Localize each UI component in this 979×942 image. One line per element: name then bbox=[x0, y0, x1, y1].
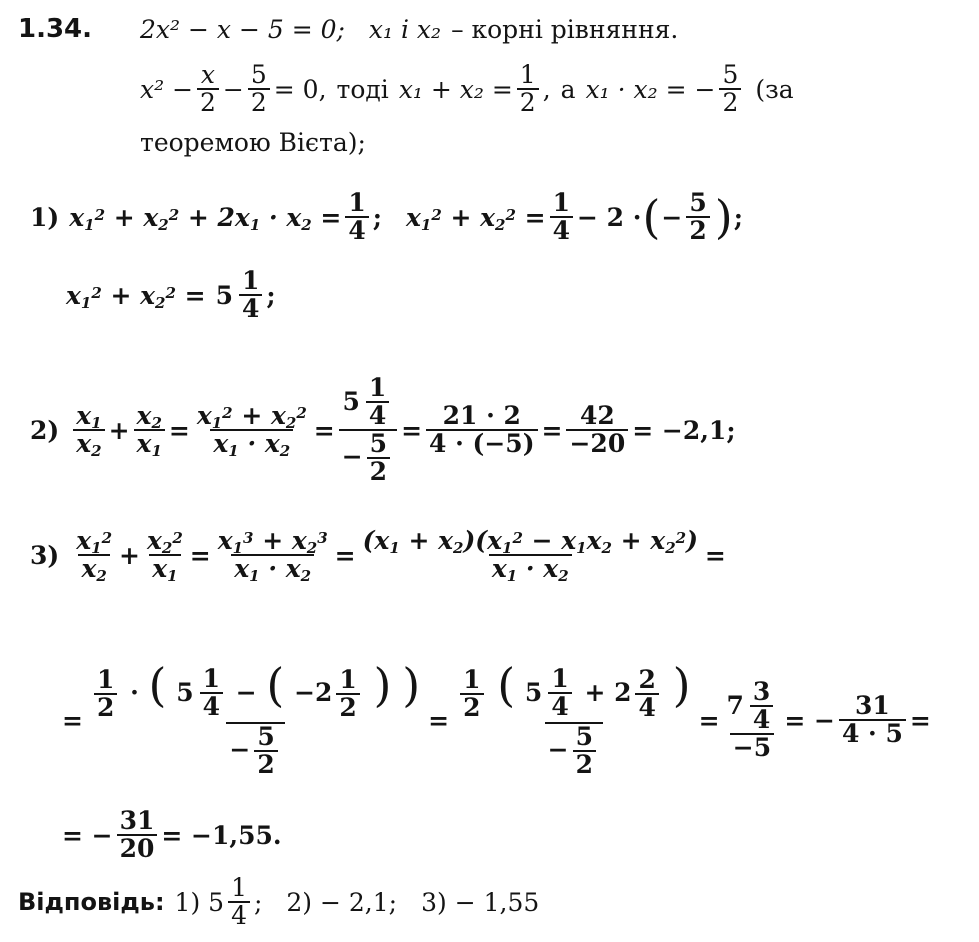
answer-1-den: 4 bbox=[228, 901, 250, 929]
vieta-theorem-line bbox=[140, 128, 366, 157]
reduced-prefix: x² − bbox=[140, 74, 194, 104]
answer-3: 3) − 1,55 bbox=[421, 887, 540, 917]
answer-1-sep: ; bbox=[253, 887, 263, 917]
sum-lhs: x₁ + x₂ = bbox=[398, 74, 513, 104]
part-3-line-2: = $\frac{1}{2}$ · ( 5 $\frac{1}{4}$ − ( −2 $\frac{1}{2}$ ) ) − $\frac{5}{2}$ = $\frac{1}{2}$ ( 5 $\frac{1}{4}$ + 2 $\frac{2}{4}$ ) − $\frac{5}{2}$ = 7 $\frac{3}{4}$ −5 = − $\frac{31}{4 \cdot 5}$ = bbox=[62, 657, 931, 779]
and-word: а bbox=[560, 74, 576, 104]
vieta-close: теоремою Вієта); bbox=[140, 128, 366, 157]
reduced-eq-end: = 0, bbox=[273, 74, 327, 104]
part-2-label: 2) bbox=[30, 415, 60, 445]
part-3-line-1: 3) $\frac{x_1^2}{x_2}$ + $\frac{x_2^2}{x_1}$ = $\frac{x_1^3 + x_2^3}{x_1 \cdot x_2}$ = $\frac{(x_1 + x_2)(x_1^2 - x_1x_2 + x_2^2)}{x_1 \cdot x_2}$ = bbox=[30, 526, 726, 586]
roots-description: – корні рівняння. bbox=[451, 14, 679, 44]
answer-2: 2) − 2,1; bbox=[286, 887, 398, 917]
answer-line bbox=[18, 875, 539, 930]
roots-symbols: x₁ і x₂ bbox=[368, 14, 442, 44]
answer-1-num: 1 bbox=[231, 873, 247, 902]
part-1-label: 1) bbox=[30, 202, 60, 232]
answer-label: Відповідь: bbox=[18, 888, 165, 917]
then-word: тоді bbox=[336, 74, 389, 104]
part-1-line-2: $x_1^2 + x_2^2$ = 5 $\frac{1}{4}$ ; bbox=[66, 266, 276, 324]
problem-number: 1.34. bbox=[18, 14, 93, 44]
part-3-label: 3) bbox=[30, 540, 60, 570]
part-2-line: 2) $\frac{x_1}{x_2}$ + $\frac{x_2}{x_1}$ = $\frac{x_1^2 + x_2^2}{x_1 \cdot x_2}$ = 5 $\frac{1}{4}$ − $\frac{5}{2}$ = $\frac{21 \cdot 2}{4 \cdot (-5)}$ = $\frac{42}{-20}$ = −2,1; bbox=[30, 372, 736, 487]
given-equation: 2x² − x − 5 = 0; bbox=[140, 14, 345, 44]
answer-1: 1) 5 bbox=[174, 887, 225, 917]
part-1-line-1: 1) $x_1^2 + x_2^2 + 2x_1 \cdot x_2$ = $\frac{1}{4}$ ; $x_1^2 + x_2^2$ = $\frac{1}{4}$ − 2 · ( − $\frac{5}{2}$ ) ; bbox=[30, 188, 743, 246]
problem-header bbox=[18, 14, 678, 44]
vieta-open: (за bbox=[755, 74, 794, 104]
part-3-line-3: = − $\frac{31}{20}$ = −1,55. bbox=[62, 806, 282, 864]
vieta-line: x² − $\frac{x}{2}$ − $\frac{5}{2}$ = 0, тоді x₁ + x₂ = $\frac{1}{2}$ , а x₁ · x₂ = − $\frac{5}{2}$ (за bbox=[140, 60, 794, 118]
prod-lhs: x₁ · x₂ = − bbox=[585, 74, 716, 104]
